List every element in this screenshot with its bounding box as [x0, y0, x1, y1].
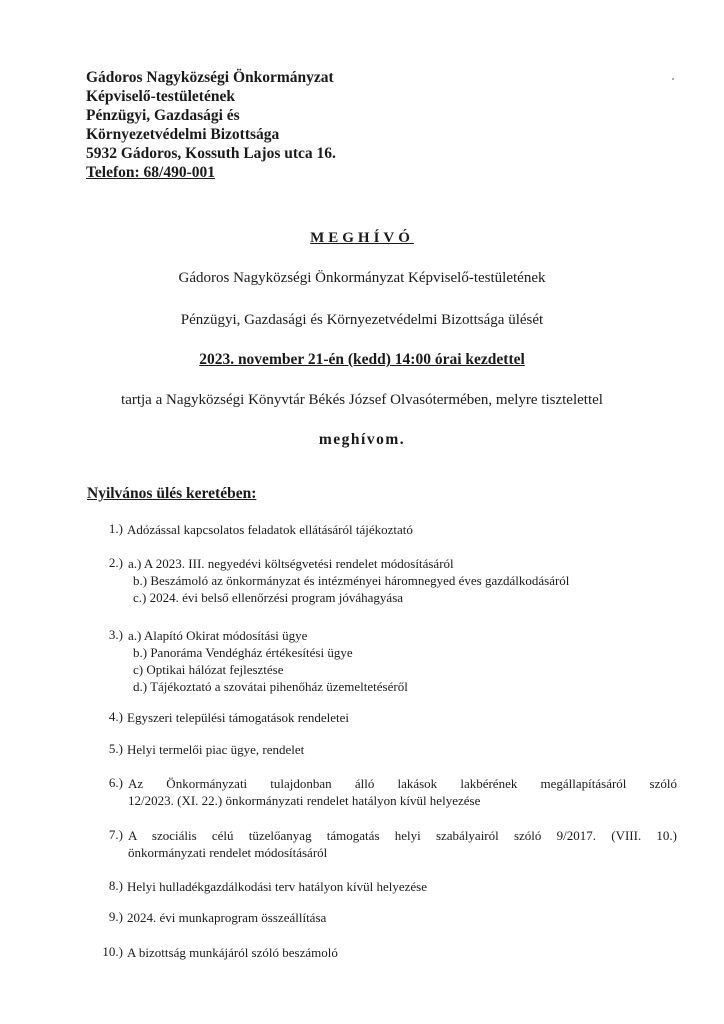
- invitation-line-4: tartja a Nagyközségi Könyvtár Békés József Olvasótermében, melyre tisztelettel: [121, 392, 603, 408]
- agenda-subitem: b.) Panoráma Vendégház értékesítési ügye: [133, 645, 353, 660]
- agenda-item-text: [127, 827, 677, 861]
- meeting-date: 2023. november 21-én (kedd) 14:00 órai kezdettel: [199, 351, 525, 368]
- invitation-closing: meghívom.: [318, 431, 406, 448]
- agenda-item-text: Adózással kapcsolatos feladatok ellátásáról tájékoztató: [127, 522, 413, 537]
- agenda-item-number: 9.): [108, 909, 123, 924]
- agenda-subitem: A szociális célú tüzelőanyag támogatás helyi szabályairól szóló 9/2017. (VIII. 10.): [128, 828, 677, 843]
- agenda-item-number: 5.): [108, 741, 123, 756]
- agenda-item-text: [127, 775, 677, 809]
- agenda-item-text: [127, 555, 677, 606]
- agenda-subitem: a.) Alapító Okirat módosítási ügye: [128, 628, 308, 643]
- invitation-line-2: Pénzügyi, Gazdasági és Környezetvédelmi Bizottsága ülését: [180, 312, 544, 328]
- agenda-item-text: 2024. évi munkaprogram összeállítása: [127, 910, 327, 925]
- agenda-subitem: c) Optikai hálózat fejlesztése: [133, 662, 284, 677]
- agenda-item-number: 3.): [108, 627, 123, 642]
- letterhead-line-2: Képviselő-testületének: [86, 88, 235, 105]
- agenda-item-number: 1.): [108, 521, 123, 536]
- agenda-subitem: b.) Beszámoló az önkormányzat és intézményei háromnegyed éves gazdálkodásáról: [133, 573, 570, 588]
- letterhead-address: 5932 Gádoros, Kossuth Lajos utca 16.: [86, 145, 336, 162]
- agenda-subitem: a.) A 2023. III. negyedévi költségvetési rendelet módosításáról: [128, 556, 454, 571]
- scan-speck: [672, 78, 674, 80]
- agenda-item-number: 2.): [108, 555, 123, 570]
- agenda-item-text: [127, 627, 677, 695]
- letterhead: [86, 68, 336, 182]
- agenda-item-number: 8.): [108, 878, 123, 893]
- agenda-item-text: A bizottság munkájáról szóló beszámoló: [127, 945, 338, 960]
- invitation-line-1: Gádoros Nagyközségi Önkormányzat Képviselő-testületének: [178, 270, 546, 286]
- agenda-item-number: 4.): [108, 709, 123, 724]
- agenda-item-text: Helyi termelői piac ügye, rendelet: [127, 742, 305, 757]
- letterhead-phone: Telefon: 68/490-001: [86, 164, 216, 181]
- section-title: Nyilvános ülés keretében:: [87, 485, 257, 502]
- agenda-item-text: Helyi hulladékgazdálkodási terv hatályon kívül helyezése: [127, 879, 427, 894]
- agenda-subitem: d.) Tájékoztató a szovátai pihenőház üzemeltetéséről: [133, 679, 408, 694]
- agenda-subitem: Az Önkormányzati tulajdonban álló lakások lakbérének megállapításáról szóló: [128, 776, 677, 791]
- agenda-item-number: 10.): [102, 944, 123, 959]
- letterhead-line-3: Pénzügyi, Gazdasági és: [86, 107, 240, 124]
- agenda-item-number: 6.): [108, 775, 123, 790]
- agenda-subitem: önkormányzati rendelet módosításáról: [128, 845, 328, 860]
- letterhead-line-4: Környezetvédelmi Bizottsága: [86, 126, 280, 143]
- agenda-item-text: Egyszeri települési támogatások rendeletei: [127, 710, 349, 725]
- agenda-subitem: c.) 2024. évi belső ellenőrzési program jóváhagyása: [133, 590, 404, 605]
- agenda-item-number: 7.): [108, 827, 123, 842]
- invitation-title: MEGHÍVÓ: [310, 230, 414, 246]
- agenda-subitem: 12/2023. (XI. 22.) önkormányzati rendelet hatályon kívül helyezése: [128, 793, 481, 808]
- letterhead-line-1: Gádoros Nagyközségi Önkormányzat: [86, 69, 334, 86]
